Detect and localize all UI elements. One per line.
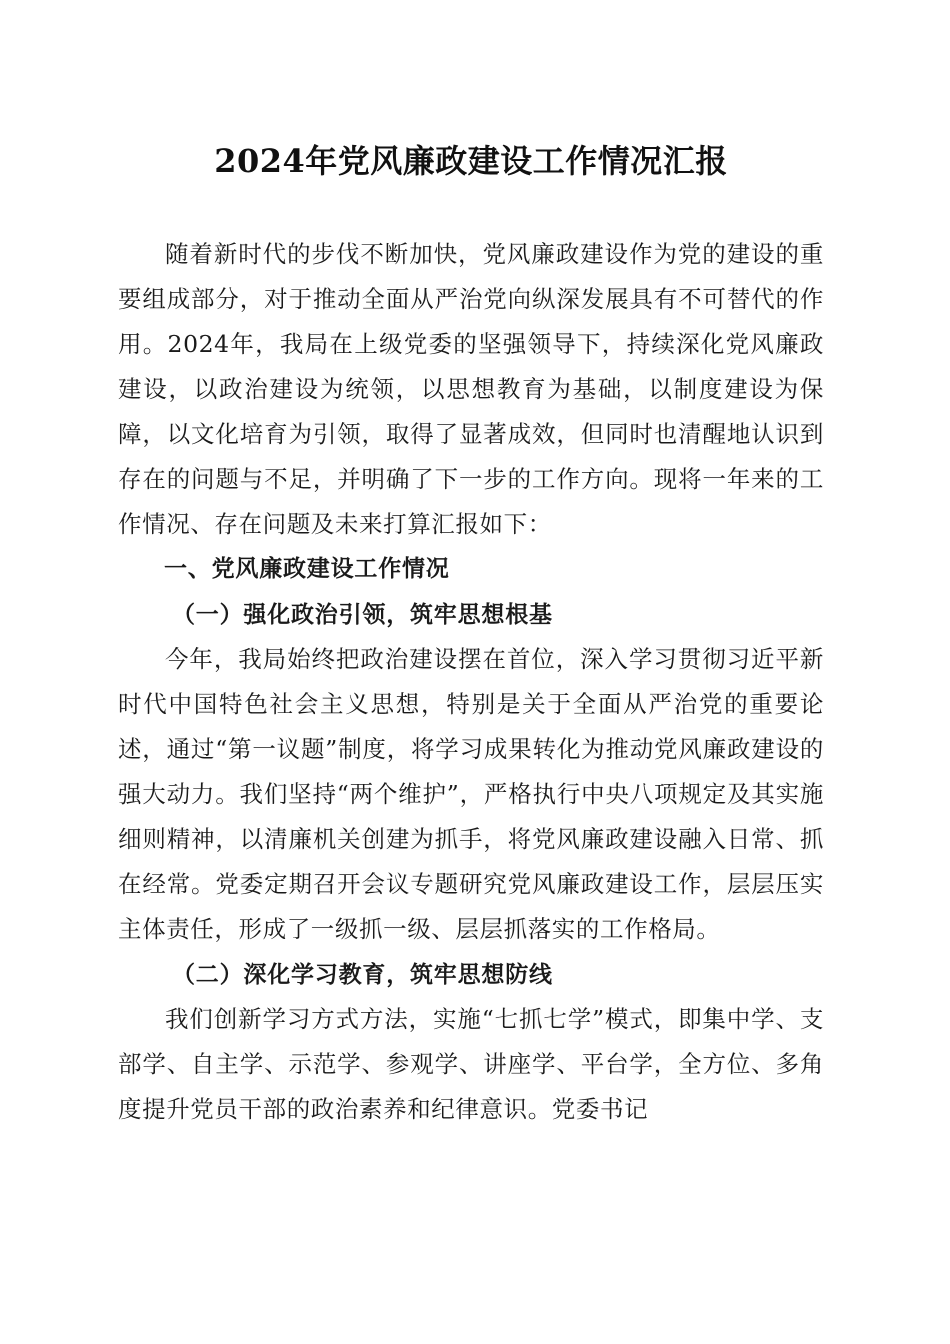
section-heading-1: 一、党风廉政建设工作情况 bbox=[164, 556, 450, 582]
document-title: 2024年党风廉政建设工作情况汇报 bbox=[214, 142, 728, 180]
document-page bbox=[118, 138, 824, 1132]
subsection-2-paragraph: 我们创新学习方式方法，实施“七抓七学”模式，即集中学、支部学、自主学、示范学、参观学、讲座学、平台学，全方位、多角度提升党员干部的政治素养和纪律意识。党委书记 bbox=[118, 1005, 824, 1123]
subsection-heading-2: （二）深化学习教育，筑牢思想防线 bbox=[172, 961, 553, 988]
intro-paragraph: 随着新时代的步伐不断加快，党风廉政建设作为党的建设的重要组成部分，对于推动全面从严治党向纵深发展具有不可替代的作用。2024年，我局在上级党委的坚强领导下，持续深化党风廉政建设，以政治建设为统领，以思想教育为基础，以制度建设为保障，以文化培育为引领，取得了显著成效，但同时也清醒地认识到存在的问题与不足，并明确了下一步的工作方向。现将一年来的工作情况、存在问题及未来打算汇报如下： bbox=[118, 240, 824, 538]
subsection-heading-1: （一）强化政治引领，筑牢思想根基 bbox=[172, 601, 553, 628]
subsection-1-paragraph: 今年，我局始终把政治建设摆在首位，深入学习贯彻习近平新时代中国特色社会主义思想，特别是关于全面从严治党的重要论述，通过“第一议题”制度，将学习成果转化为推动党风廉政建设的强大动力。我们坚持“两个维护”，严格执行中央八项规定及其实施细则精神，以清廉机关创建为抓手，将党风廉政建设融入日常、抓在经常。党委定期召开会议专题研究党风廉政建设工作，层层压实主体责任，形成了一级抓一级、层层抓落实的工作格局。 bbox=[118, 645, 824, 943]
